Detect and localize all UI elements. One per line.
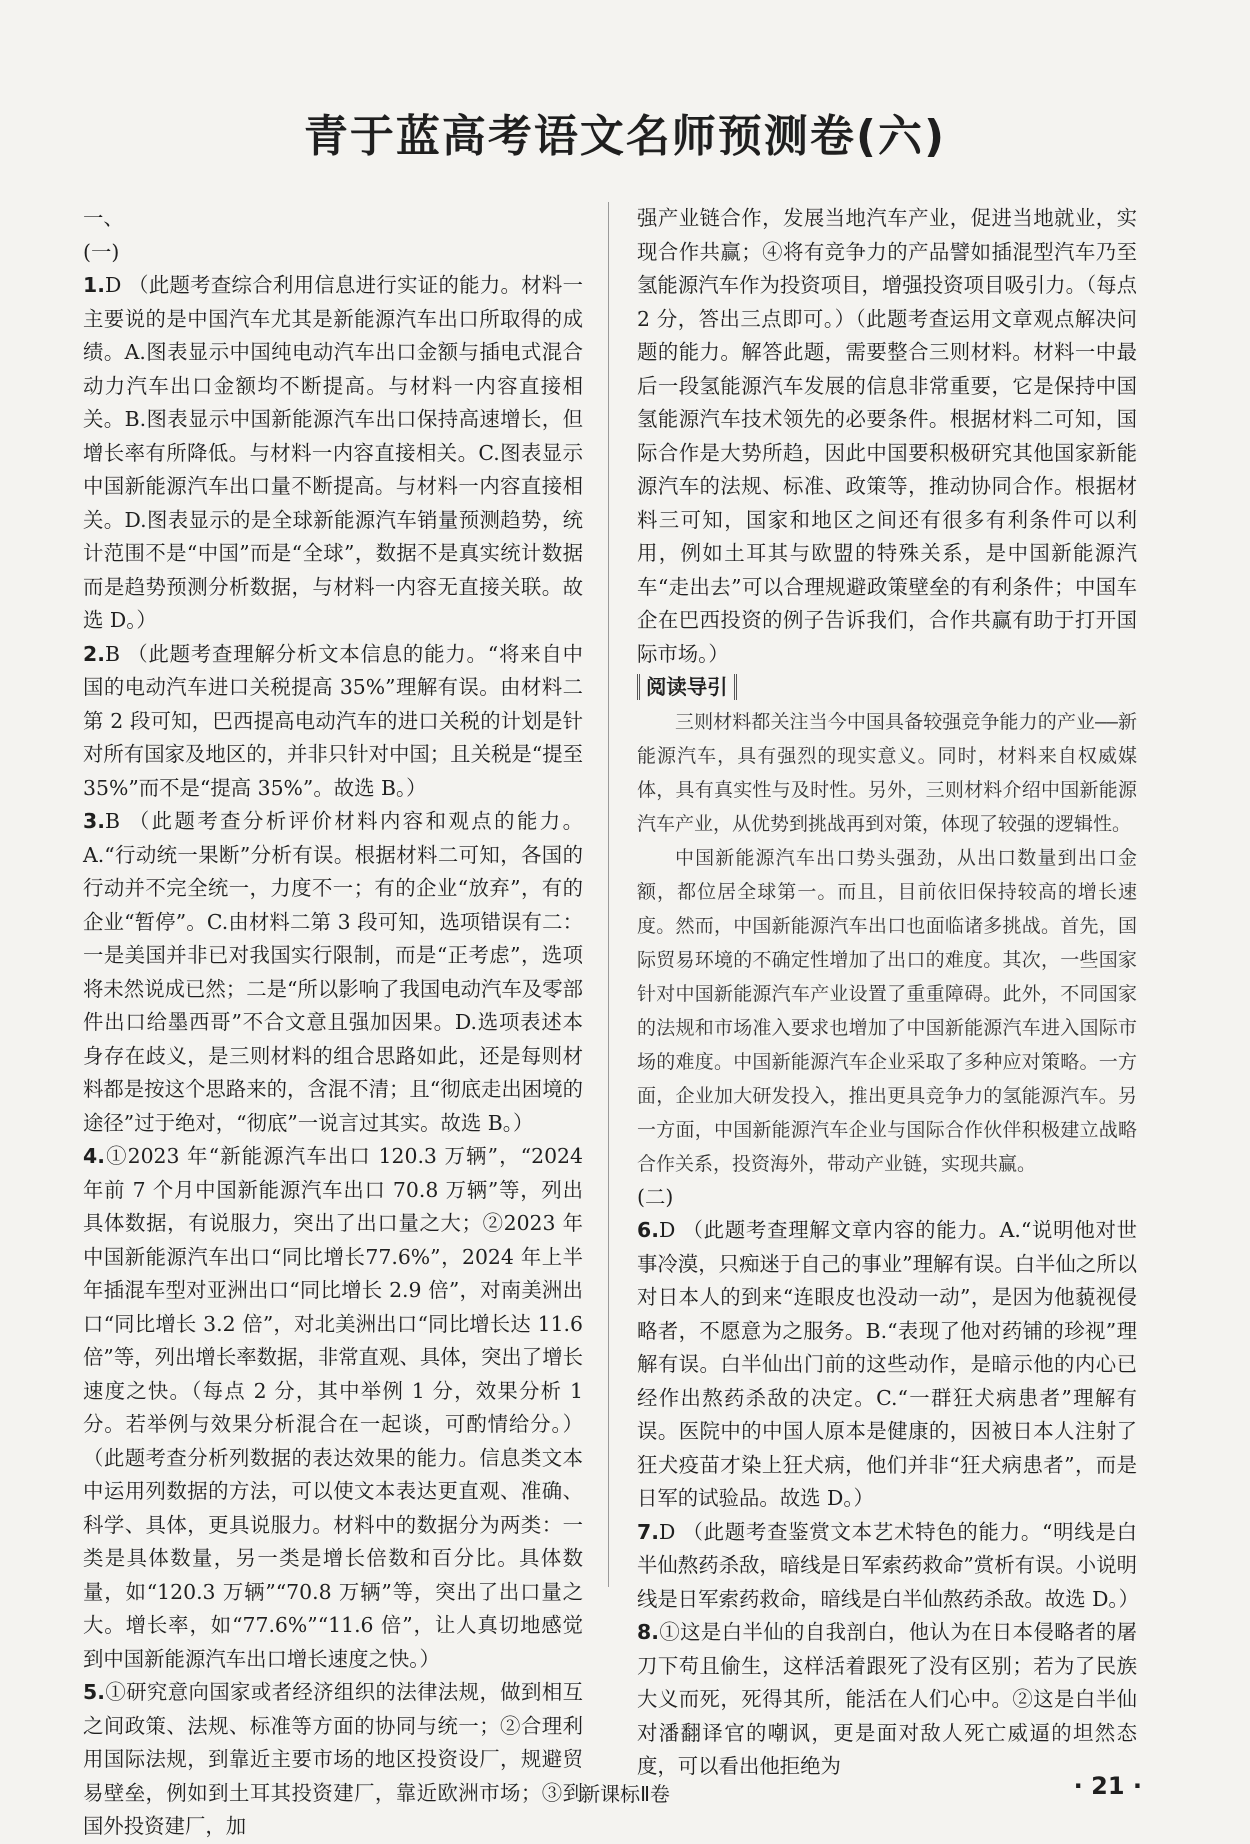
left-column — [83, 202, 583, 1838]
section-label-2: (二) — [637, 1184, 674, 1209]
answer-number: 3. — [83, 809, 105, 833]
section-label-1: (一) — [83, 239, 120, 264]
answer-8 — [637, 1616, 1137, 1784]
answer-number: 6. — [637, 1218, 659, 1242]
answer-5 — [83, 1676, 583, 1844]
part-label: 一、 — [83, 206, 124, 230]
answer-number: 8. — [637, 1620, 659, 1644]
answer-text: D （此题考查理解文章内容的能力。A.“说明他对世事冷漠，只痴迷于自己的事业”理解有误。白半仙之所以对日本人的到来“连眼皮也没动一动”，是因为他藐视侵略者，不愿意为之服务。B.“表现了他对药铺的珍视”理解有误。白半仙出门前的这些动作，是暗示他的内心已经作出熬药杀敌的决定。C.“一群狂犬病患者”理解有误。医院中的中国人原本是健康的，因被日本人注射了狂犬疫苗才染上狂犬病，他们并非“狂犬病患者”，而是日军的试验品。故选 D。） — [637, 1218, 1137, 1510]
answer-text: ①2023 年“新能源汽车出口 120.3 万辆”，“2024 年前 7 个月中国新能源汽车出口 70.8 万辆”等，列出具体数据，有说服力，突出了出口量之大；②2023 年中国新能源汽车出口“同比增长77.6%”，2024 年上半年插混车型对亚洲出口“同比增长 2.9 倍”，对南美洲出口“同比增长 3.2 倍”，对北美洲出口“同比增长达 11.6 倍”等，列出增长率数据，非常直观、具体，突出了增长速度之快。（每点 2 分，其中举例 1 分，效果分析 1 分。若举例与效果分析混合在一起谈，可酌情给分。）（此题考查分析列数据的表达效果的能力。信息类文本中运用列数据的方法，可以使文本表达更直观、准确、科学、具体，更具说服力。材料中的数据分为两类：一类是具体数量，另一类是增长倍数和百分比。具体数量，如“120.3 万辆”“70.8 万辆”等，突出了出口量之大。增长率，如“77.6%”“11.6 倍”，让人真切地感觉到中国新能源汽车出口增长速度之快。） — [83, 1144, 583, 1671]
answer-number: 5. — [83, 1680, 105, 1704]
answer-7 — [637, 1516, 1140, 1617]
answer-5-continuation: 强产业链合作，发展当地汽车产业，促进当地就业，实现合作共赢；④将有竞争力的产品譬如插混型汽车乃至氢能源汽车作为投资项目，增强投资项目吸引力。（每点 2 分，答出三点即可。）（此题考查运用文章观点解决问题的能力。解答此题，需要整合三则材料。材料一中最后一段氢能源汽车发展的信息非常重要，它是保持中国氢能源汽车技术领先的必要条件。根据材料二可知，国际合作是大势所趋，因此中国要积极研究其他国家新能源汽车的法规、标准、政策等，推动协同合作。根据材料三可知，国家和地区之间还有很多有利条件可以利用，例如土耳其与欧盟的特殊关系，是中国新能源汽车“走出去”可以合理规避政策壁垒的有利条件；中国车企在巴西投资的例子告诉我们，合作共赢有助于打开国际市场。） — [637, 206, 1137, 666]
answer-text: D （此题考查鉴赏文本艺术特色的能力。“明线是白半仙熬药杀敌，暗线是日军索药救命”赏析有误。小说明线是日军索药救命，暗线是白半仙熬药杀敌。故选 D。） — [637, 1519, 1140, 1611]
right-column — [637, 202, 1140, 1778]
answer-text: D （此题考查综合利用信息进行实证的能力。材料一主要说的是中国汽车尤其是新能源汽车出口所取得的成绩。A.图表显示中国纯电动汽车出口金额与插电式混合动力汽车出口金额均不断提高。与材料一内容直接相关。B.图表显示中国新能源汽车出口保持高速增长，但增长率有所降低。与材料一内容直接相关。C.图表显示中国新能源汽车出口量不断提高。与材料一内容直接相关。D.图表显示的是全球新能源汽车销量预测趋势，统计范围不是“中国”而是“全球”，数据不是真实统计数据而是趋势预测分析数据，与材料一内容无直接关联。故选 D。） — [83, 273, 583, 632]
footer-exam-label: 新课标Ⅱ卷 — [580, 1782, 670, 1806]
column-divider — [608, 202, 609, 1587]
answer-number: 1. — [83, 273, 105, 297]
answer-text: ①这是白半仙的自我剖白，他认为在日本侵略者的屠刀下苟且偷生，这样活着跟死了没有区别；若为了民族大义而死，死得其所，能活在人们心中。②这是白半仙对潘翻译官的嘲讽，更是面对敌人死亡威逼的坦然态度，可以看出他拒绝为 — [637, 1620, 1137, 1778]
answer-1 — [83, 269, 583, 638]
answer-2 — [83, 638, 583, 806]
answer-text: ①研究意向国家或者经济组织的法律法规，做到相互之间政策、法规、标准等方面的协同与统一；②合理利用国际法规，到靠近主要市场的地区投资设厂，规避贸易壁垒，例如到土耳其投资建厂，靠近欧洲市场；③到国外投资建厂，加 — [83, 1680, 583, 1838]
reading-guide-header: 阅读导引 — [637, 674, 737, 700]
reading-guide-paragraph: 中国新能源汽车出口势头强劲，从出口数量到出口金额，都位居全球第一。而且，目前依旧保持较高的增长速度。然而，中国新能源汽车出口也面临诸多挑战。首先，国际贸易环境的不确定性增加了出口的难度。其次，一些国家针对中国新能源汽车产业设置了重重障碍。此外，不同国家的法规和市场准入要求也增加了中国新能源汽车进入国际市场的难度。中国新能源汽车企业采取了多种应对策略。一方面，企业加大研发投入，推出更具竞争力的氢能源汽车。另一方面，中国新能源汽车企业与国际合作伙伴积极建立战略合作关系，投资海外，带动产业链，实现共赢。 — [637, 846, 1137, 1175]
answer-3 — [83, 805, 583, 1140]
reading-guide-paragraph: 三则材料都关注当今中国具备较强竞争能力的产业——新能源汽车，具有强烈的现实意义。同时，材料来自权威媒体，具有真实性与及时性。另外，三则材料介绍中国新能源汽车产业，从优势到挑战再到对策，体现了较强的逻辑性。 — [637, 710, 1137, 835]
answer-number: 4. — [83, 1144, 105, 1168]
answer-4 — [83, 1140, 583, 1676]
answer-text: B （此题考查分析评价材料内容和观点的能力。A.“行动统一果断”分析有误。根据材料二可知，各国的行动并不完全统一，力度不一；有的企业“放弃”，有的企业“暂停”。C.由材料二第 3 段可知，选项错误有二：一是美国并非已对我国实行限制，而是“正考虑”，选项将未然说成已然；二是“所以影响了我国电动汽车及零部件出口给墨西哥”不合文意且强加因果。D.选项表述本身存在歧义，是三则材料的组合思路如此，还是每则材料都是按这个思路来的，含混不清；且“彻底走出困境的途径”过于绝对，“彻底”一说言过其实。故选 B。） — [83, 809, 583, 1135]
answer-number: 2. — [83, 641, 105, 666]
page-title: 青于蓝高考语文名师预测卷(六) — [303, 111, 947, 162]
answer-number: 7. — [637, 1519, 659, 1544]
answer-text: B （此题考查理解分析文本信息的能力。“将来自中国的电动汽车进口关税提高 35%”理解有误。由材料二第 2 段可知，巴西提高电动汽车的进口关税的计划是针对所有国家及地区的，并非只针对中国；且关税是“提至 35%”而不是“提高 35%”。故选 B。） — [83, 641, 583, 800]
answer-6 — [637, 1214, 1137, 1516]
page-number: · 21 · — [1073, 1772, 1142, 1800]
